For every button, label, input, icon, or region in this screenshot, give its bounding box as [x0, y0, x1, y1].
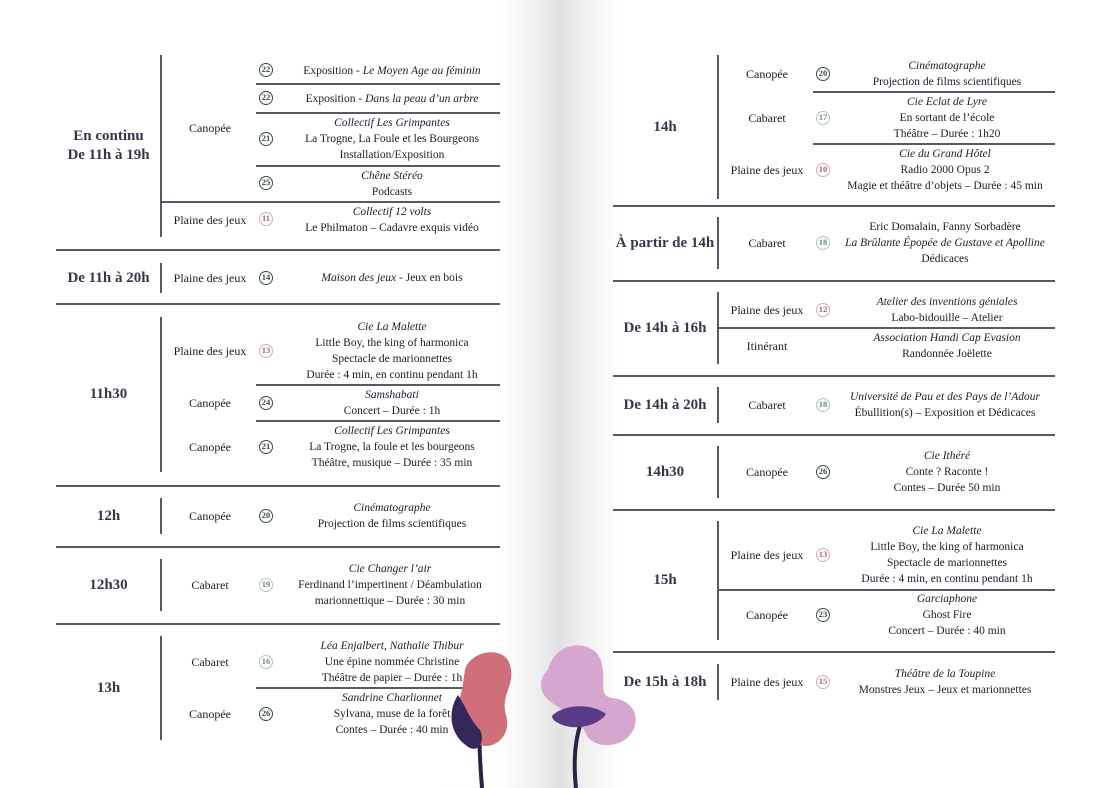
event-description: [284, 423, 500, 471]
venue-label: Plaine des jeux: [173, 212, 247, 227]
event-detail: Labo-bidouille – Atelier: [891, 312, 1003, 324]
location-number-badge: 20: [259, 509, 273, 523]
time-label: De 14h à 16h: [623, 319, 707, 336]
time-slot: [56, 55, 161, 237]
event-detail: Une épine nommée Christine: [324, 656, 460, 668]
time-label: 12h30: [89, 576, 128, 593]
venue-label: Plaine des jeux: [173, 343, 247, 358]
location-number-badge: 26: [259, 707, 273, 721]
event-title: Collectif Les Grimpantes: [334, 117, 450, 129]
event-description: [284, 318, 500, 384]
event-description: [284, 115, 500, 163]
event-detail: Podcasts: [371, 186, 413, 198]
event-detail: marionnettique – Durée : 30 min: [314, 595, 466, 607]
location-number-badge: 18: [816, 236, 830, 250]
event-description: [280, 561, 500, 609]
event-description: [284, 90, 500, 108]
time-label: De 15h à 18h: [623, 673, 707, 690]
venue-label: Canopée: [189, 508, 231, 523]
location-number-badge: 22: [259, 63, 273, 77]
venue-label: Canopée: [746, 464, 788, 479]
event-detail: Ferdinand l’impertinent / Déambulation: [298, 579, 482, 591]
divider: [813, 91, 1055, 93]
event-description: [835, 146, 1055, 194]
event-title: Maison des jeux: [321, 272, 397, 284]
event-title: Chêne Stéréo: [361, 170, 423, 182]
event-detail: Sylvana, muse de la forêt: [333, 708, 451, 720]
event-title: Cie La Malette: [357, 321, 427, 333]
event-description: [839, 294, 1055, 326]
ground-shadow: [330, 754, 730, 788]
divider: [160, 201, 500, 203]
event-detail: Le Philmaton – Cadavre exquis vidéo: [305, 222, 479, 234]
event-detail: Projection de films scientifiques: [317, 518, 467, 530]
event-title: Léa Enjalbert, Nathalie Thibur: [320, 640, 464, 652]
location-number-badge: 13: [259, 344, 273, 358]
event-description: [839, 94, 1055, 142]
location-number-badge: 20: [816, 67, 830, 81]
location-number-badge: 19: [259, 578, 273, 592]
divider: [256, 384, 500, 386]
venue-label: Cabaret: [191, 577, 229, 592]
venue-label: Plaine des jeux: [730, 162, 804, 177]
event-detail: Durée : 4 min, en continu pendant 1h: [861, 573, 1033, 585]
time-label: 12h: [96, 507, 121, 524]
event-detail: Conte ? Raconte !: [905, 466, 989, 478]
event-title: Cie Changer l’air: [348, 563, 432, 575]
location-number-badge: 17: [816, 111, 830, 125]
venue-label: Canopée: [746, 66, 788, 81]
divider: [256, 165, 500, 167]
event-title: Théâtre de la Toupine: [894, 668, 996, 680]
venue-label: Plaine des jeux: [730, 547, 804, 562]
time-label: 14h30: [645, 463, 685, 480]
event-description: [835, 666, 1055, 698]
time-label: De 14h à 20h: [623, 396, 707, 413]
event-detail: Projection de films scientifiques: [872, 76, 1022, 88]
event-title: Collectif Les Grimpantes: [334, 425, 450, 437]
venue-label: Canopée: [189, 395, 231, 410]
event-detail: Concert – Durée : 1h: [343, 405, 441, 417]
event-detail: Spectacle de marionnettes: [331, 353, 453, 365]
venue-label: Canopée: [189, 706, 231, 721]
venue-label: Plaine des jeux: [730, 674, 804, 689]
divider: [256, 420, 500, 422]
event-description: [835, 389, 1055, 421]
venue-label: Canopée: [189, 439, 231, 454]
event-title: Collectif 12 volts: [352, 206, 432, 218]
location-number-badge: 18: [816, 398, 830, 412]
time-label: 13h: [96, 679, 121, 696]
location-number-badge: 12: [816, 303, 830, 317]
event-detail: En sortant de l’école: [899, 112, 995, 124]
event-description: [284, 62, 500, 80]
event-description: [839, 448, 1055, 496]
event-detail: Ébullition(s) – Exposition et Dédicaces: [854, 407, 1036, 419]
event-type: Exposition -: [305, 93, 366, 105]
section-divider: [613, 434, 1055, 436]
event-detail: Eric Domalain, Fanny Sorbadère: [869, 221, 1021, 233]
section-divider: [56, 303, 500, 305]
venue-label: Cabaret: [191, 654, 229, 669]
flower-petal-icon: [541, 645, 636, 745]
time-label: 15h: [653, 572, 677, 588]
event-detail: Randonnée Joëlette: [902, 348, 992, 360]
event-detail: Little Boy, the king of harmonica: [870, 541, 1024, 553]
event-title: Garciaphone: [916, 593, 978, 605]
event-detail: Magie et théâtre d’objets – Durée : 45 min: [847, 180, 1043, 192]
event-detail: Concert – Durée : 40 min: [888, 625, 1006, 637]
venue-label: Cabaret: [748, 110, 786, 125]
event-title: Cinématographe: [353, 502, 431, 514]
location-number-badge: 25: [259, 176, 273, 190]
event-detail: Dédicaces: [921, 253, 969, 265]
event-title: Dans la peau d’un arbre: [365, 93, 479, 105]
event-detail: Radio 2000 Opus 2: [900, 164, 990, 176]
event-title: Le Moyen Age au féminin: [362, 65, 481, 77]
event-detail: Installation/Exposition: [339, 149, 445, 161]
location-number-badge: 14: [259, 271, 273, 285]
event-description: [284, 204, 500, 236]
event-detail: Théâtre, musique – Durée : 35 min: [311, 457, 473, 469]
time-label: 11h30: [89, 386, 128, 402]
event-title: Sandrine Charlionnet: [342, 692, 442, 704]
event-detail: Monstres Jeux – Jeux et marionnettes: [858, 684, 1032, 696]
venue-label: Canopée: [746, 607, 788, 622]
venue-label: Itinérant: [746, 338, 788, 353]
section-divider: [56, 546, 500, 548]
event-description: [839, 591, 1055, 639]
event-description: [284, 168, 500, 200]
venue-label: Cabaret: [748, 235, 786, 250]
event-description: [839, 330, 1055, 362]
event-detail: Théâtre – Durée : 1h20: [893, 128, 1001, 140]
event-detail: Contes – Durée : 40 min: [335, 724, 449, 736]
location-number-badge: 24: [259, 396, 273, 410]
section-divider: [56, 485, 500, 487]
event-title: Cie du Grand Hôtel: [899, 148, 991, 160]
event-title: Association Handi Cap Evasion: [873, 332, 1021, 344]
event-type: Exposition -: [303, 65, 363, 77]
location-number-badge: 16: [259, 655, 273, 669]
time-label: En continu: [73, 128, 144, 144]
section-divider: [613, 375, 1055, 377]
event-title: Atelier des inventions géniales: [876, 296, 1018, 308]
section-divider: [56, 623, 500, 625]
divider: [256, 112, 500, 114]
event-description: [284, 500, 500, 532]
section-divider: [613, 205, 1055, 207]
time-label: À partir de 14h: [615, 234, 715, 251]
location-number-badge: 21: [259, 440, 273, 454]
venue-label: Plaine des jeux: [173, 270, 247, 285]
location-number-badge: 22: [259, 91, 273, 105]
event-title: Cinématographe: [908, 60, 986, 72]
event-title: Cie La Malette: [912, 525, 982, 537]
event-detail: Contes – Durée 50 min: [893, 482, 1001, 494]
venue-label: Cabaret: [748, 397, 786, 412]
event-detail: Little Boy, the king of harmonica: [315, 337, 469, 349]
section-divider: [613, 509, 1055, 511]
event-title: La Brûlante Épopée de Gustave et Apolline: [845, 237, 1045, 249]
event-detail: Spectacle de marionnettes: [886, 557, 1008, 569]
divider: [256, 83, 500, 85]
section-divider: [613, 280, 1055, 282]
event-description: [284, 387, 500, 419]
event-detail: Théâtre de papier – Durée : 1h: [321, 672, 463, 684]
event-description: [284, 263, 500, 293]
divider: [813, 143, 1055, 145]
venue-label: Canopée: [189, 120, 231, 135]
time-label: De 11h à 20h: [67, 269, 150, 286]
event-detail: Ghost Fire: [922, 609, 972, 621]
event-title: Cie Eclat de Lyre: [906, 96, 988, 108]
event-detail: La Trogne, La Foule et les Bourgeons: [305, 133, 479, 145]
location-number-badge: 15: [816, 675, 830, 689]
location-number-badge: 21: [259, 132, 273, 146]
event-detail: Durée : 4 min, en continu pendant 1h: [306, 369, 478, 381]
location-number-badge: 23: [816, 608, 830, 622]
event-type: - Jeux en bois: [396, 272, 463, 284]
section-divider: [56, 249, 500, 251]
divider: [717, 327, 1055, 329]
location-number-badge: 10: [816, 163, 830, 177]
event-description: [839, 58, 1055, 90]
event-description: [835, 219, 1055, 267]
event-title: Cie Ithéré: [923, 450, 971, 462]
flower-illustration: [330, 640, 730, 788]
event-detail: La Trogne, la foule et les bourgeons: [309, 441, 475, 453]
venue-label: Plaine des jeux: [730, 302, 804, 317]
location-number-badge: 26: [816, 465, 830, 479]
event-description: [839, 522, 1055, 588]
location-number-badge: 11: [259, 212, 273, 226]
time-label: 14h: [653, 118, 677, 135]
time-label: De 11h à 19h: [67, 147, 150, 163]
event-title: Samshabati: [365, 389, 419, 401]
event-title: Université de Pau et des Pays de l’Adour: [849, 391, 1041, 403]
location-number-badge: 13: [816, 548, 830, 562]
